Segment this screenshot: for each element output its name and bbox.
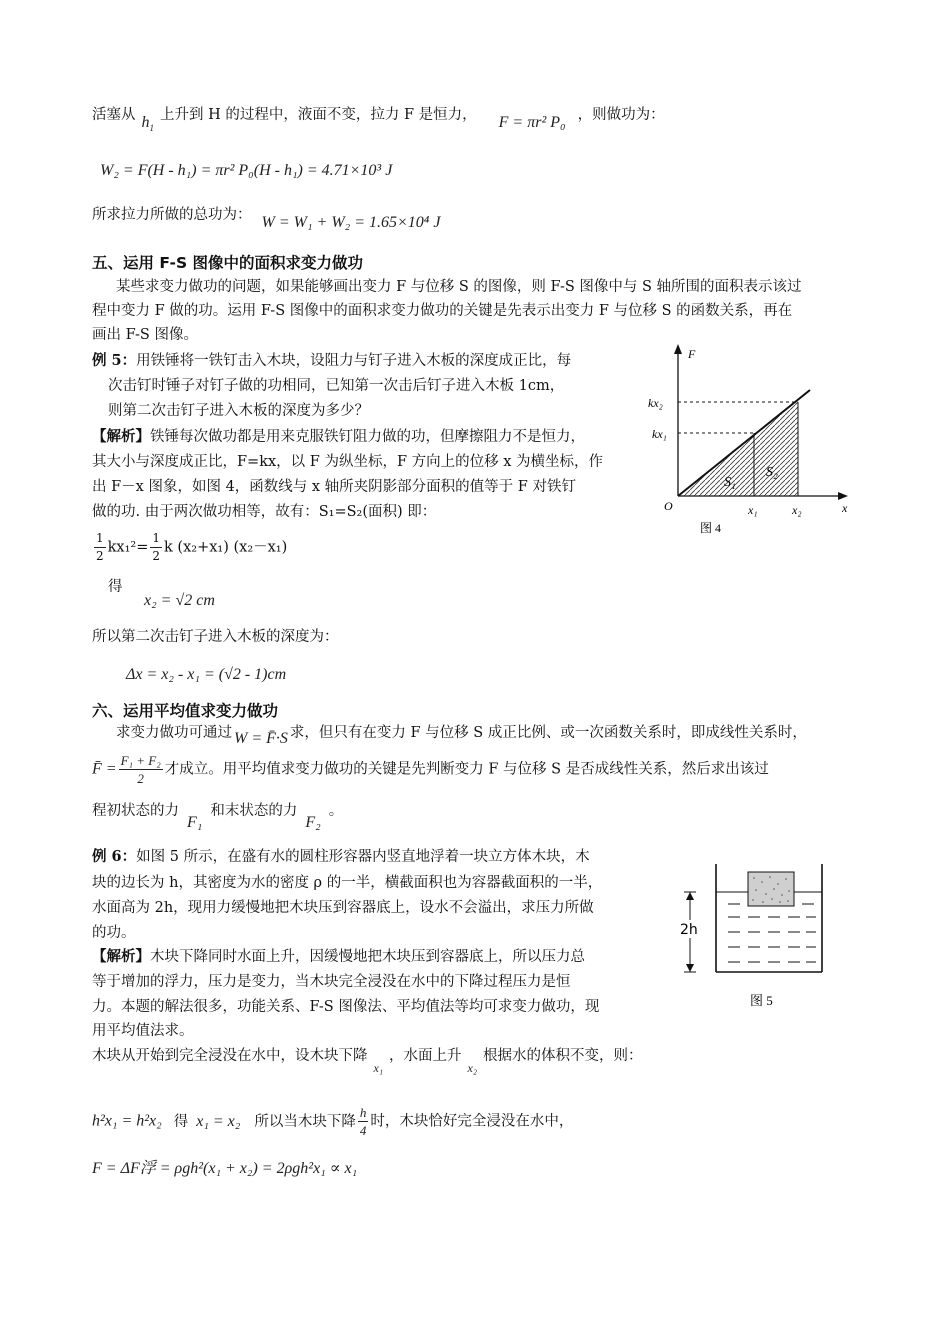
solution-label: 【解析】 (92, 428, 150, 445)
section5-para-line-3: 画出 F-S 图像。 (92, 327, 198, 343)
wood-block (748, 872, 794, 906)
eq-area-equal (92, 530, 287, 565)
example6-line-2: 块的边长为 h，其密度为水的密度 ρ 的一半，横截面积也为容器截面积的一半， (92, 875, 603, 891)
eq-x1-x2: x₁ = x₂ (196, 1112, 241, 1130)
text-segment: 时，木块恰好完全浸没在水中， (370, 1113, 574, 1130)
water-dashes (728, 904, 816, 962)
section6-para-line-2 (92, 752, 769, 787)
equation-line-h (92, 1104, 573, 1139)
eq-w2: W₂ = F(H - h₁) = πr² P₀(H - h₁) = 4.71×10³ J (100, 162, 393, 179)
text-segment: kx₁²= (107, 539, 149, 556)
text-segment: 木块从开始到完全浸没在水中，设木块下降 (92, 1048, 368, 1064)
text-segment: 所以当木块下降 (254, 1113, 356, 1130)
tick-x2: x₂ (792, 503, 802, 517)
text-segment: 才成立。用平均值求变力做功的关键是先判断变力 F 与位移 S 是否成线性关系，然后求出该过 (164, 761, 769, 778)
figure5-caption: 图 5 (750, 993, 773, 1008)
fraction-half: $\frac{1}{2}$ (96, 531, 104, 563)
de-label: 得 (108, 579, 123, 595)
label-s2: S₂ (766, 465, 778, 480)
eq-x2: x₂ = √2 cm (144, 592, 215, 609)
text-segment: 程初状态的力 (92, 803, 179, 819)
section6-para-line-1 (92, 722, 807, 747)
dim-arrow-up (686, 892, 694, 900)
solution6-line-1 (92, 946, 585, 968)
label-kx2: kx₂ (648, 396, 663, 410)
text-segment: 如图 5 所示，在盛有水的圆柱形容器内竖直地浮着一块立方体木块，木 (136, 849, 590, 865)
text-segment: 所求拉力所做的总功为： (92, 207, 252, 223)
example6-line-3: 水面高为 2h，现用力缓慢地把木块压到容器底上，设水不会溢出，求压力所做 (92, 900, 594, 916)
section6-title: 六、运用平均值求变力做功 (92, 702, 279, 720)
volume-line (92, 1045, 643, 1075)
var-h1: $h_1$ (141, 114, 154, 134)
label-2h: 2h (680, 922, 698, 938)
eq-w-avg: W = F̄·S (234, 730, 288, 747)
solution5-line-2: 其大小与深度成正比，F=kx，以 F 为纵坐标，F 方向上的位移 x 为横坐标，作 (92, 454, 604, 470)
var-x1: x₁ (373, 1061, 383, 1075)
label-s1: S₁ (724, 475, 736, 490)
x-axis-arrow (838, 492, 848, 500)
example5-line-1 (92, 350, 571, 372)
eq-force-constant: F = πr² P₀ (498, 114, 566, 131)
solution6-line-2: 等于增加的浮力，压力是变力，当木块完全浸没在水中的下降过程压力是恒 (92, 974, 571, 990)
label-kx1: kx₁ (652, 427, 667, 441)
example6-label: 例 6： (92, 848, 137, 865)
figure5-container (676, 862, 846, 1017)
intro-line-1 (92, 104, 665, 134)
text-segment: 用铁锤将一铁钉击入木块，设阻力与钉子进入木板的深度成正比，每 (136, 353, 572, 369)
text-segment: 铁锤每次做功都是用来克服铁钉阻力做的功，但摩擦阻力不是恒力， (150, 429, 585, 445)
example5-label: 例 5： (92, 352, 137, 369)
text-segment: 活塞从 (92, 107, 136, 123)
eq-fbar: F̄ = (92, 760, 117, 778)
section5-title: 五、运用 F-S 图像中的面积求变力做功 (92, 254, 364, 272)
conclusion5: 所以第二次击钉子进入木板的深度为： (92, 629, 339, 645)
solution5-line-4: 做的功. 由于两次做功相等，故有：S₁=S₂(面积) 即： (92, 504, 437, 520)
example6-line-1 (92, 846, 590, 868)
text-segment: 求变力做功可通过 (116, 725, 232, 741)
text-segment: 和末状态的力 (210, 803, 298, 819)
eq-buoyancy: F = ΔF浮 = ρgh²(x₁ + x₂) = 2ρgh²x₁ ∝ x₁ (92, 1160, 358, 1177)
section6-para-line-3 (92, 800, 344, 831)
var-x2: x₂ (467, 1061, 477, 1075)
section5-para-line-1: 某些求变力做功的问题，如果能够画出变力 F 与位移 S 的图像，则 F-S 图像中与 S 轴所围的面积表示该过 (116, 279, 802, 295)
text-segment: 得 (173, 1113, 189, 1130)
var-f2: F₂ (305, 814, 321, 831)
fraction-f-avg: $\frac{\text{F₁ + F₂}}{2}$ (120, 753, 161, 786)
example5-line-2: 次击钉时锤子对钉子做的功相同，已知第一次击后钉子进入木板 1cm， (108, 378, 565, 394)
label-x-axis: x (842, 501, 848, 515)
figure4-graph (640, 340, 860, 540)
figure4-caption: 图 4 (700, 521, 722, 535)
solution5-line-1 (92, 426, 585, 448)
text-segment: ，则做功为： (577, 107, 665, 123)
solution6-line-3: 力。本题的解法很多，功能关系、F-S 图像法、平均值法等均可求变力做功，现 (92, 999, 600, 1015)
section5-para-line-2: 程中变力 F 做的功。运用 F-S 图像中的面积求变力做功的关键是先表示出变力 F 与位移 S 的函数关系，再在 (92, 303, 793, 319)
eq-w-total: W = W₁ + W₂ = 1.65×10⁴ J (261, 214, 441, 231)
fraction-h-4: $\frac{h}{4}$ (359, 1105, 367, 1138)
eq-volume: h²x₁ = h²x₂ (92, 1112, 162, 1130)
fraction-half-2: $\frac{1}{2}$ (152, 531, 161, 563)
var-f1: F₁ (187, 814, 203, 831)
example5-line-3: 则第二次击钉子进入木板的深度为多少？ (108, 403, 369, 419)
text-segment: 。 (328, 803, 344, 819)
example6-line-4: 的功。 (92, 925, 136, 941)
text-segment: k (x₂+x₁) (x₂－x₁) (164, 539, 288, 556)
text-segment: 上升到 H 的过程中，液面不变，拉力 F 是恒力， (160, 107, 477, 123)
label-y-axis: F (688, 347, 696, 361)
dim-arrow-down (686, 964, 694, 972)
text-segment: 木块下降同时水面上升，因缓慢地把木块压到容器底上，所以压力总 (150, 949, 585, 965)
eq-delta-x: Δx = x₂ - x₁ = (√2 - 1)cm (126, 666, 287, 683)
solution5-line-3: 出 F－x 图象，如图 4，函数线与 x 轴所夹阴影部分面积的值等于 F 对铁钉 (92, 479, 576, 495)
text-segment: 根据水的体积不变，则： (483, 1048, 643, 1064)
solution-label: 【解析】 (92, 948, 150, 965)
text-segment: ，水面上升 (389, 1048, 462, 1064)
solution6-line-4: 用平均值法求。 (92, 1023, 194, 1039)
label-origin: O (664, 499, 673, 513)
text-segment: 求，但只有在变力 F 与位移 S 成正比例、或一次函数关系时，即成线性关系时， (289, 725, 807, 741)
y-axis-arrow (674, 344, 682, 354)
tick-x1: x₁ (748, 503, 758, 517)
total-work-line (92, 204, 441, 231)
